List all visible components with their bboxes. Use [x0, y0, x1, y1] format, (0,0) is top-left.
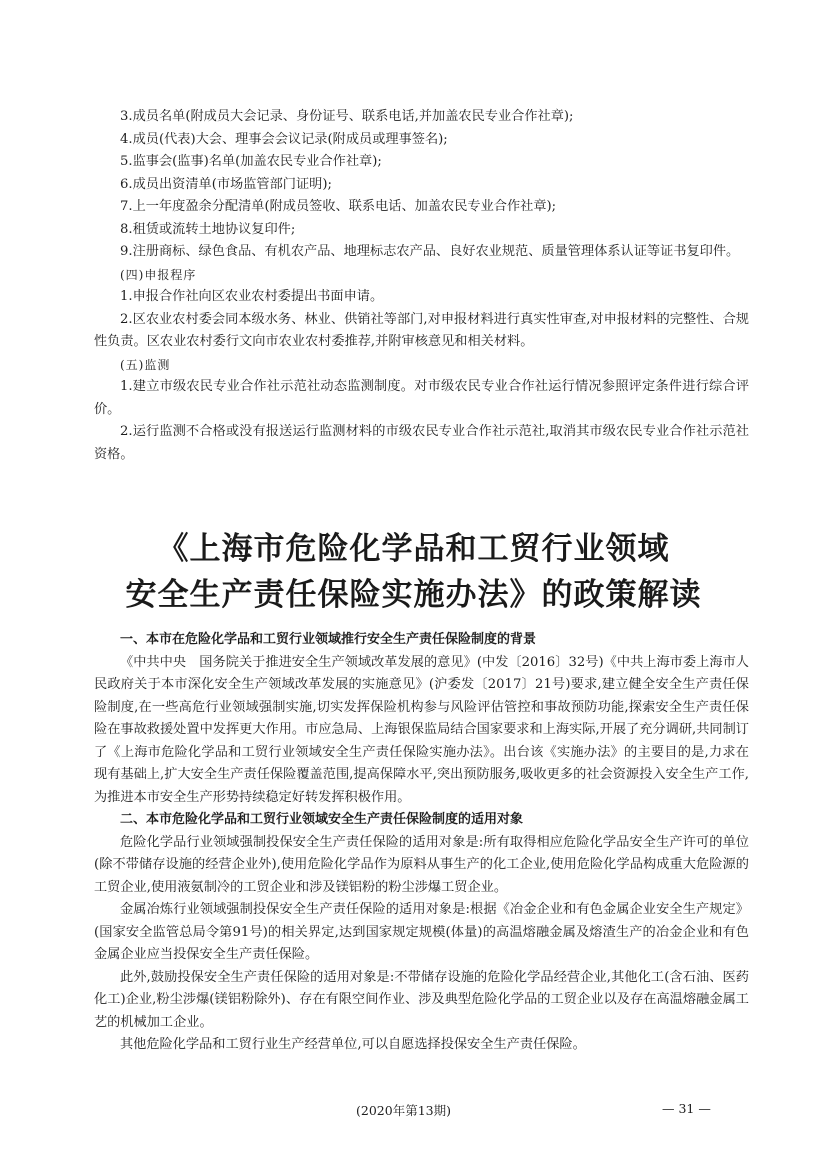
section-heading-background: 一、本市在危险化学品和工贸行业领域推行安全生产责任保险制度的背景	[120, 632, 537, 647]
body-paragraph: 金属冶炼行业领域强制投保安全生产责任保险的适用对象是:根据《冶金企业和有色金属企业安全生产规定》(国家安全监管总局令第91号)的相关界定,达到国家规定规模(体量)的高温熔融金属及熔渣生产的冶金企业和有色金属企业应当投保安全生产责任保险。	[94, 902, 749, 962]
section-heading-applicable-objects: 二、本市危险化学品和工贸行业领域安全生产责任保险制度的适用对象	[120, 812, 524, 827]
section-heading-procedure: (四)申报程序	[120, 267, 197, 282]
application-materials-list	[94, 106, 749, 466]
section-heading-monitoring: (五)监测	[120, 357, 171, 372]
list-item: 1.建立市级农民专业合作社示范社动态监测制度。对市级农民专业合作社运行情况参照评定条件进行综合评价。	[94, 379, 749, 417]
issue-label: (2020年第13期)	[356, 1103, 451, 1118]
body-paragraph: 危险化学品行业领域强制投保安全生产责任保险的适用对象是:所有取得相应危险化学品安全生产许可的单位(除不带储存设施的经营企业外),使用危险化学品作为原料从事生产的化工企业,使用危险化学品构成重大危险源的工贸企业,使用液氨制冷的工贸企业和涉及镁铝粉的粉尘涉爆工贸企业。	[94, 834, 749, 895]
article-body	[94, 629, 749, 1057]
list-item: 8.租赁或流转土地协议复印件;	[120, 221, 296, 237]
article-title-line-2: 安全生产责任保险实施办法》的政策解读	[125, 577, 702, 613]
article-title-line-1: 《上海市危险化学品和工贸行业领域	[157, 531, 670, 567]
list-item: 5.监事会(监事)名单(加盖农民专业合作社章);	[120, 154, 382, 169]
list-item: 6.成员出资清单(市场监管部门证明);	[120, 176, 332, 192]
page-footer	[0, 1101, 827, 1121]
body-paragraph: 《中共中央 国务院关于推进安全生产领域改革发展的意见》(中发〔2016〕32号)《中共上海市委上海市人民政府关于本市深化安全生产领域改革发展的实施意见》(沪委发〔2017〕21号)要求,建立健全安全生产责任保险制度,在一些高危行业领域强制实施,切实发挥保险机构参与风险评估管控和事故预防功能,探索安全生产责任保险在事故救援处置中发挥更大作用。市应急局、上海银保监局结合国家要求和上海实际,开展了充分调研,共同制订了《上海市危险化学品和工贸行业领域安全生产责任保险实施办法》。出台该《实施办法》的主要目的是,力求在现有基础上,扩大安全生产责任保险覆盖范围,提高保障水平,突出预防服务,吸收更多的社会资源投入安全生产工作,为推进本市安全生产形势持续稳定好转发挥积极作用。	[94, 654, 749, 805]
list-item: 3.成员名单(附成员大会记录、身份证号、联系电话,并加盖农民专业合作社章);	[120, 109, 574, 124]
list-item: 7.上一年度盈余分配清单(附成员签收、联系电话、加盖农民专业合作社章);	[120, 199, 557, 214]
page-number: — 31 —	[662, 1101, 711, 1116]
list-item: 4.成员(代表)大会、理事会会议记录(附成员或理事签名);	[120, 131, 448, 147]
list-item: 2.区农业农村委会同本级水务、林业、供销社等部门,对申报材料进行真实性审查,对申报材料的完整性、合规性负责。区农业农村委行文向市农业农村委推荐,并附审核意见和相关材料。	[94, 311, 749, 349]
list-item: 2.运行监测不合格或没有报送运行监测材料的市级农民专业合作社示范社,取消其市级农民专业合作社示范社资格。	[94, 424, 749, 462]
body-paragraph: 其他危险化学品和工贸行业生产经营单位,可以自愿选择投保安全生产责任保险。	[120, 1037, 586, 1052]
list-item: 1.申报合作社向区农业农村委提出书面申请。	[120, 289, 384, 304]
body-paragraph: 此外,鼓励投保安全生产责任保险的适用对象是:不带储存设施的危险化学品经营企业,其他化工(含石油、医药化工)企业,粉尘涉爆(镁铝粉除外)、存在有限空间作业、涉及典型危险化学品的工贸企业以及存在高温熔融金属工艺的机械加工企业。	[94, 969, 749, 1030]
list-item: 9.注册商标、绿色食品、有机农产品、地理标志农产品、良好农业规范、质量管理体系认证等证书复印件。	[120, 244, 740, 259]
